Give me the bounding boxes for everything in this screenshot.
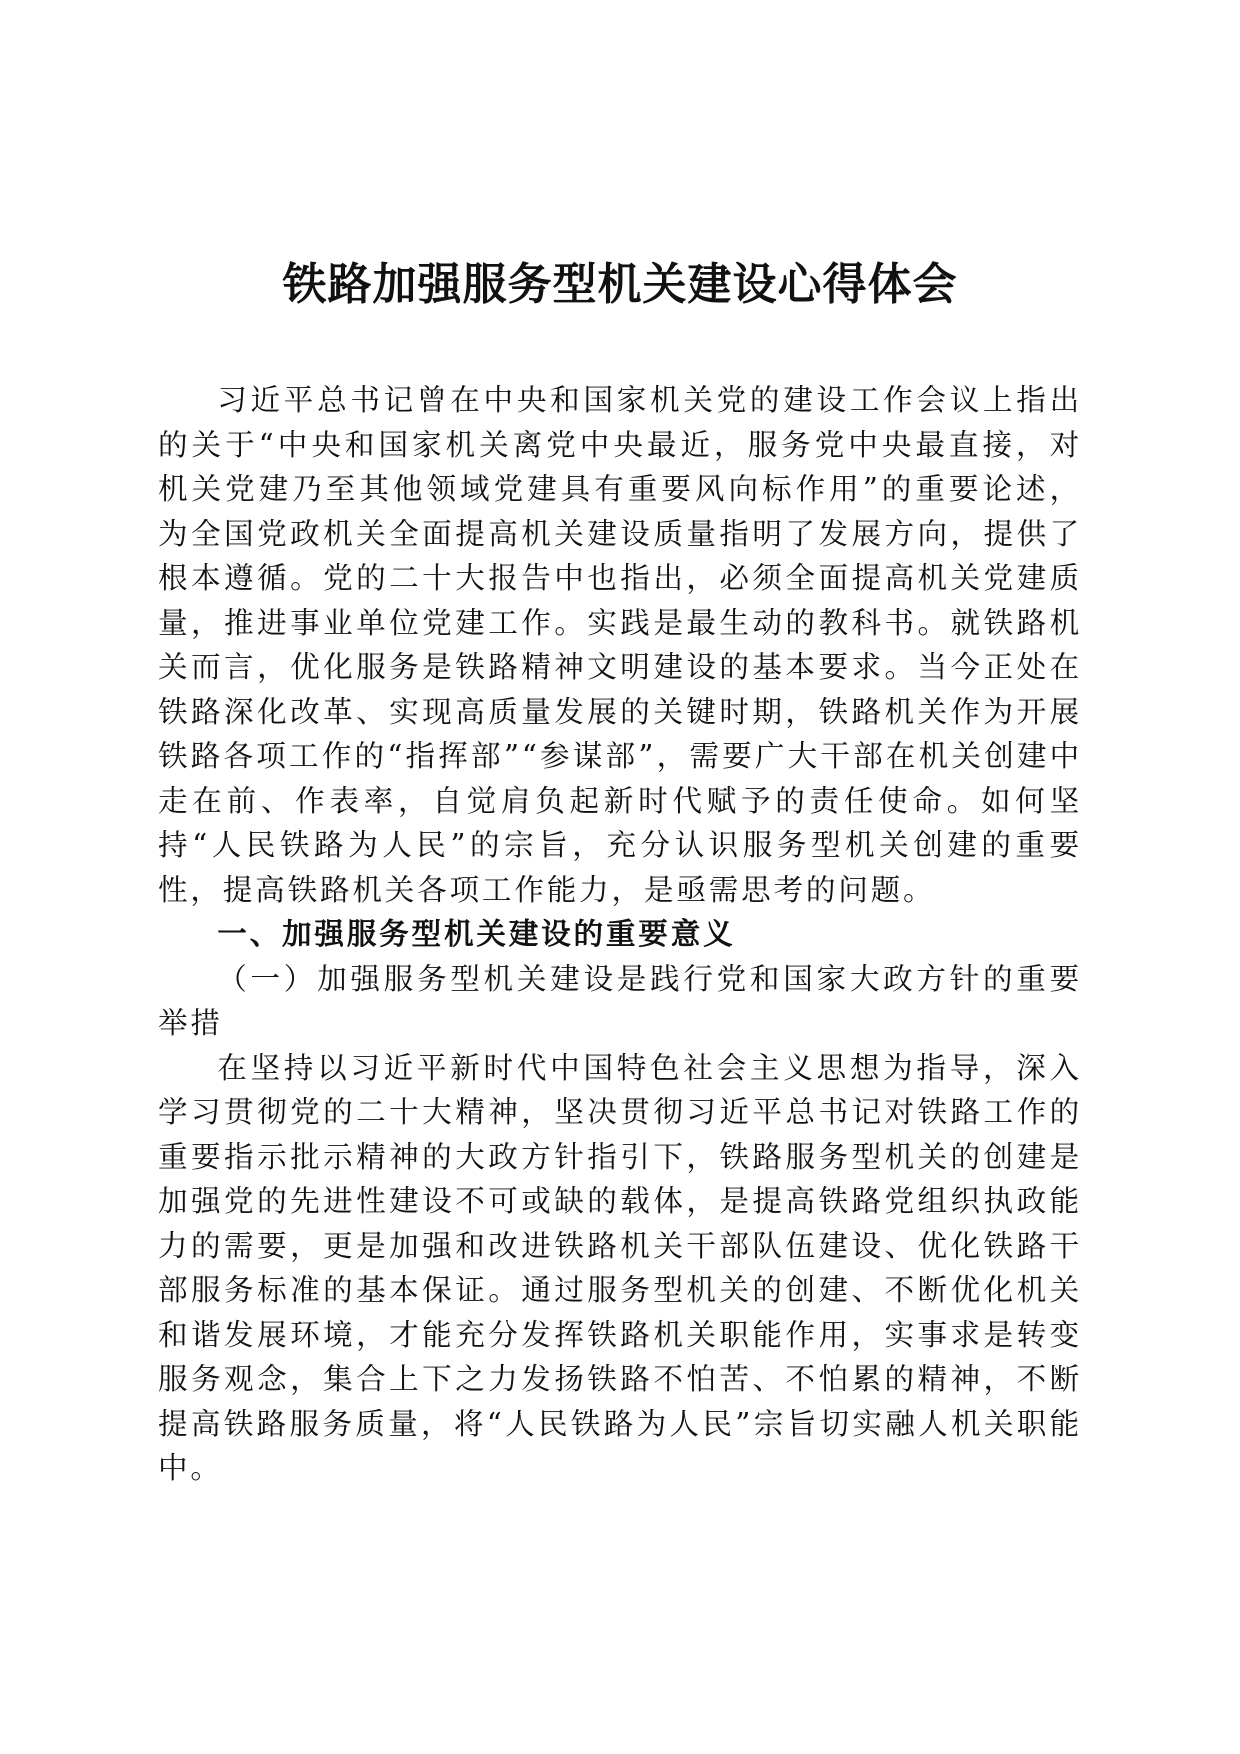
subsection-heading: （一）加强服务型机关建设是践行党和国家大政方针的重要举措 xyxy=(158,961,1082,1040)
document-title: 铁路加强服务型机关建设心得体会 xyxy=(282,259,958,310)
intro-paragraph: 习近平总书记曾在中央和国家机关党的建设工作会议上指出的关于“中央和国家机关离党中央最近，服务党中央最直接，对机关党建乃至其他领域党建具有重要风向标作用”的重要论述，为全国党政机关全面提高机关建设质量指明了发展方向，提供了根本遵循。党的二十大报告中也指出，必须全面提高机关党建质量，推进事业单位党建工作。实践是最生动的教科书。就铁路机关而言，优化服务是铁路精神文明建设的基本要求。当今正处在铁路深化改革、实现高质量发展的关键时期，铁路机关作为开展铁路各项工作的“指挥部”“参谋部”，需要广大干部在机关创建中走在前、作表率，自觉肩负起新时代赋予的责任使命。如何坚持“人民铁路为人民”的宗旨，充分认识服务型机关创建的重要性，提高铁路机关各项工作能力，是亟需思考的问题。 xyxy=(158,383,1082,907)
section-heading: 一、加强服务型机关建设的重要意义 xyxy=(217,917,736,951)
document-body xyxy=(158,378,1082,1491)
body-paragraph: 在坚持以习近平新时代中国特色社会主义思想为指导，深入学习贯彻党的二十大精神，坚决贯彻习近平总书记对铁路工作的重要指示批示精神的大政方针指引下，铁路服务型机关的创建是加强党的先进性建设不可或缺的载体，是提高铁路党组织执政能力的需要，更是加强和改进铁路机关干部队伍建设、优化铁路干部服务标准的基本保证。通过服务型机关的创建、不断优化机关和谐发展环境，才能充分发挥铁路机关职能作用，实事求是转变服务观念，集合上下之力发扬铁路不怕苦、不怕累的精神，不断提高铁路服务质量，将“人民铁路为人民”宗旨切实融人机关职能中。 xyxy=(158,1050,1082,1485)
